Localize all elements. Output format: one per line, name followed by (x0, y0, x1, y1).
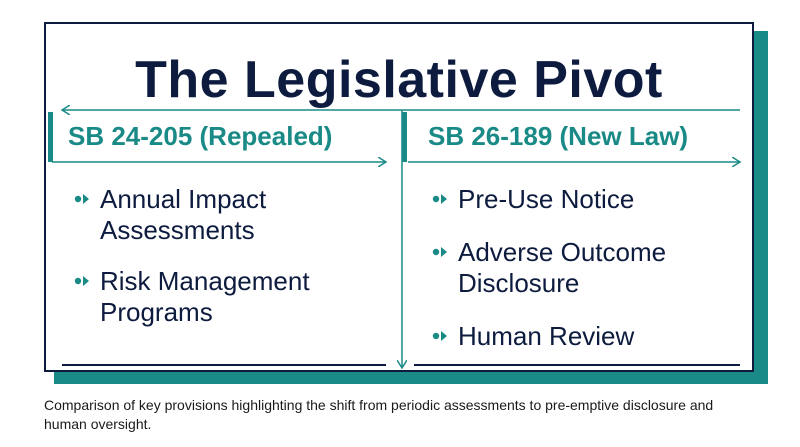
double-dot-bullet-icon (74, 192, 92, 206)
list-item (432, 321, 752, 352)
figure-caption: Comparison of key provisions highlighting the shift from periodic assessments to pre-emptive disclosure and human oversight. (44, 397, 714, 432)
left-provisions-list (74, 184, 394, 348)
list-item (432, 237, 752, 299)
list-item (432, 184, 752, 215)
right-bottom-rule (414, 364, 740, 366)
comparison-card (44, 22, 754, 372)
double-dot-bullet-icon (74, 274, 92, 288)
right-heading-accent (402, 112, 407, 162)
double-dot-bullet-icon (432, 329, 450, 343)
double-dot-bullet-icon (432, 192, 450, 206)
list-item-label: Adverse Outcome Disclosure (458, 237, 667, 298)
right-provisions-list (432, 184, 752, 374)
double-dot-bullet-icon (432, 245, 450, 259)
list-item-label: Human Review (458, 321, 635, 351)
list-item-label: Annual Impact Assessments (100, 184, 267, 245)
right-column-heading: SB 26-189 (New Law) (428, 121, 689, 151)
diagram-title: The Legislative Pivot (135, 51, 663, 109)
list-item-label: Pre-Use Notice (458, 184, 635, 214)
list-item (74, 184, 394, 246)
left-bottom-rule (62, 364, 386, 366)
list-item-label: Risk Management Programs (100, 266, 310, 327)
left-column-heading: SB 24-205 (Repealed) (68, 121, 333, 151)
list-item (74, 266, 394, 328)
left-heading-accent (48, 112, 53, 162)
